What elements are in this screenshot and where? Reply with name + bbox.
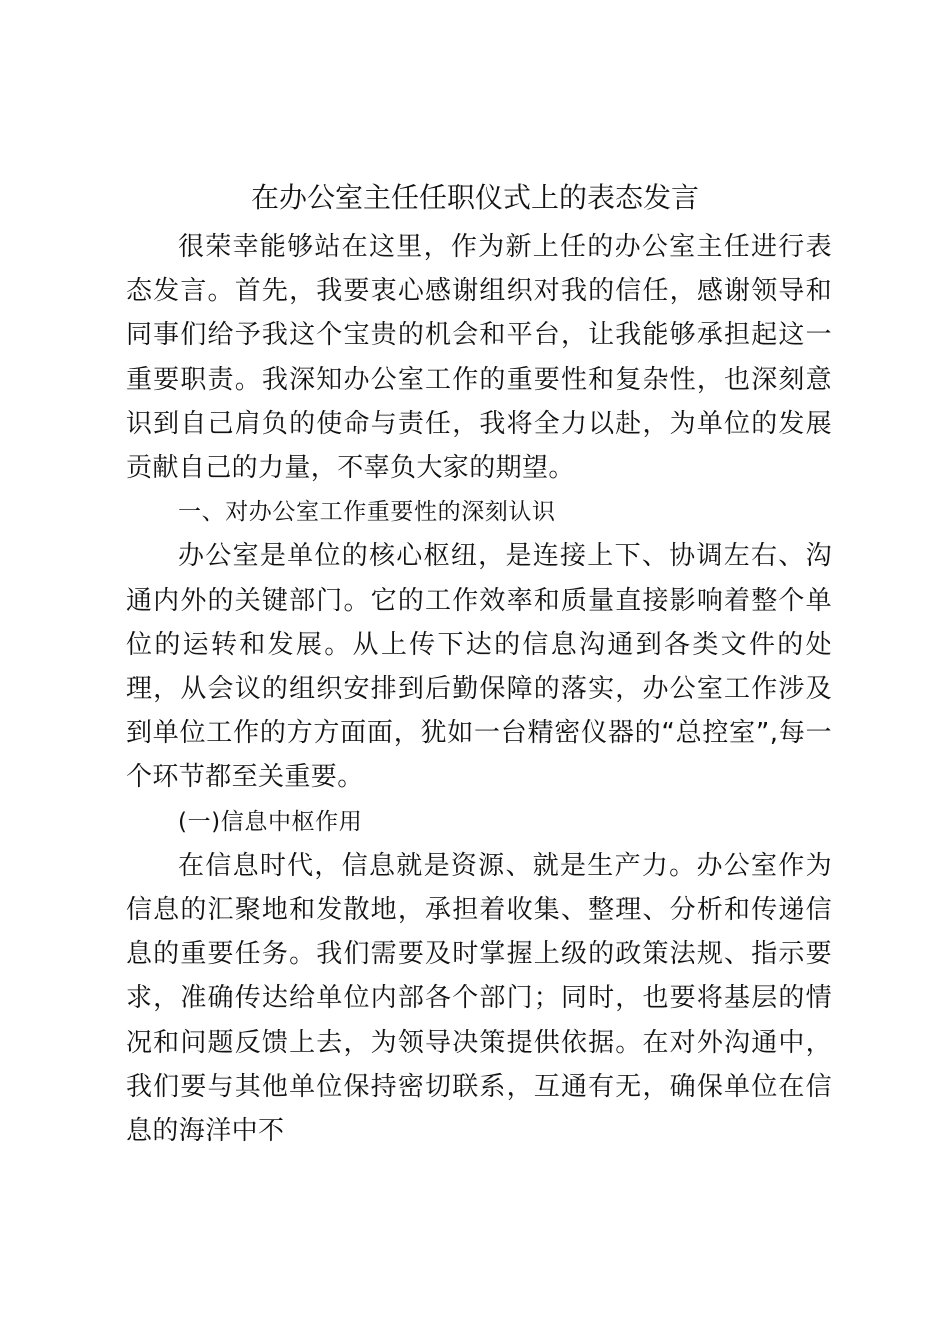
document-title: 在办公室主任任职仪式上的表态发言 xyxy=(250,181,699,214)
section-heading-1: 一、对办公室工作重要性的深刻认识 xyxy=(178,499,556,526)
intro-paragraph: 很荣幸能够站在这里，作为新上任的办公室主任进行表态发言。首先，我要衷心感谢组织对我的信任，感谢领导和同事们给予我这个宝贵的机会和平台，让我能够承担起这一重要职责。我深知办公室工作的重要性和复杂性，也深刻意识到自己肩负的使命与责任，我将全力以赴，为单位的发展贡献自己的力量，不辜负大家的期望。 xyxy=(126,232,832,484)
section-1-paragraph: 办公室是单位的核心枢纽，是连接上下、协调左右、沟通内外的关键部门。它的工作效率和质量直接影响着整个单位的运转和发展。从上传下达的信息沟通到各类文件的处理，从会议的组织安排到后勤保障的落实，办公室工作涉及到单位工作的方方面面，犹如一台精密仪器的“总控室”,每一个环节都至关重要。 xyxy=(126,541,832,793)
document-body xyxy=(126,225,832,1153)
subsection-1-paragraph: 在信息时代，信息就是资源、就是生产力。办公室作为信息的汇聚地和发散地，承担着收集、整理、分析和传递信息的重要任务。我们需要及时掌握上级的政策法规、指示要求，准确传达给单位内部各个部门；同时，也要将基层的情况和问题反馈上去，为领导决策提供依据。在对外沟通中，我们要与其他单位保持密切联系，互通有无，确保单位在信息的海洋中不 xyxy=(126,850,832,1147)
subsection-heading-1: (一)信息中枢作用 xyxy=(178,808,363,835)
